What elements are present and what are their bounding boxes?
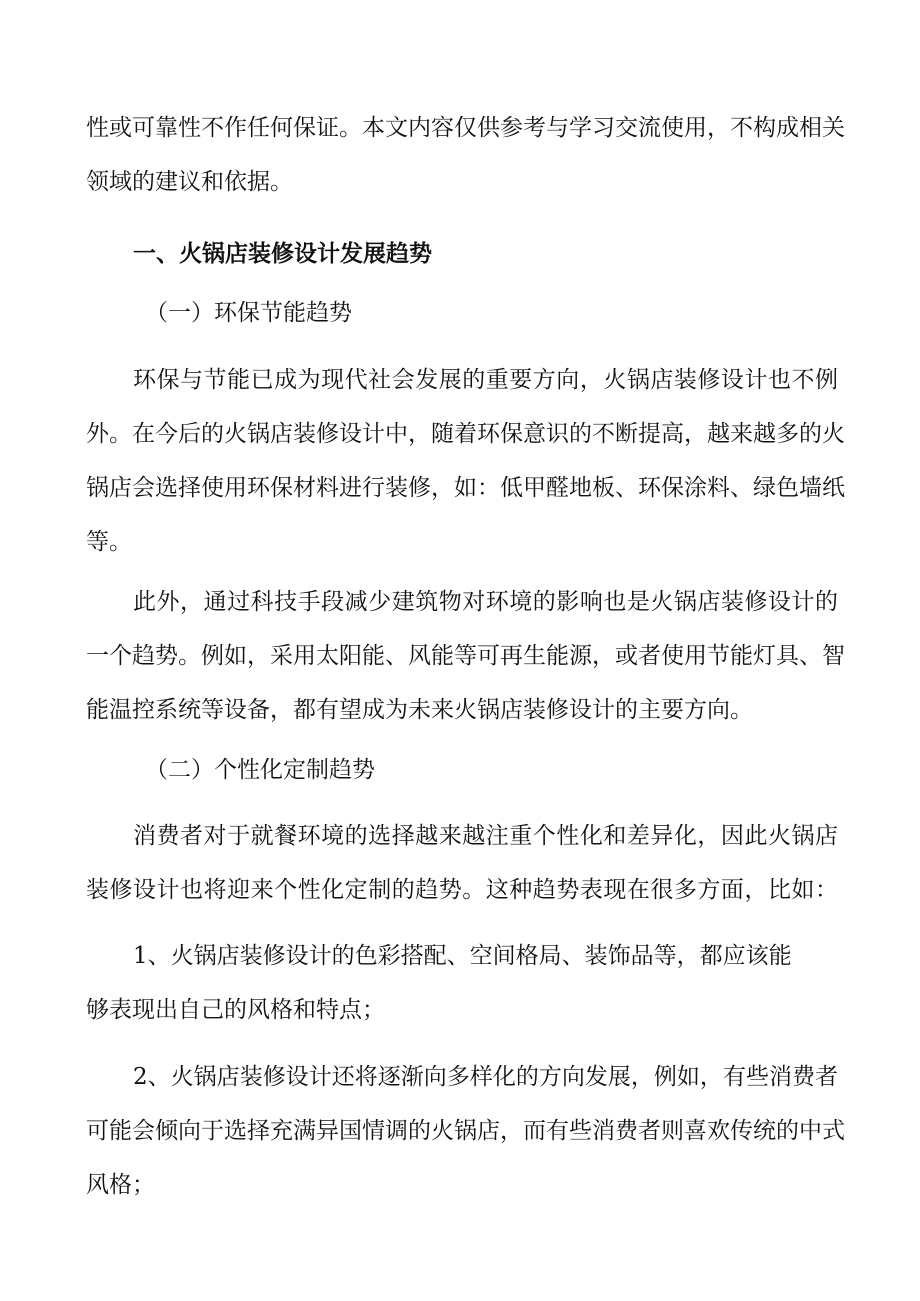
intro-line-2: 领域的建议和依据。 — [86, 169, 293, 195]
paragraph-3-line-2: 装修设计也将迎来个性化定制的趋势。这种趋势表现在很多方面，比如： — [86, 877, 838, 903]
paragraph-3-line-1: 消费者对于就餐环境的选择越来越注重个性化和差异化，因此火锅店 — [133, 823, 838, 849]
paragraph-1-line-4: 等。 — [86, 529, 132, 555]
paragraph-2-line-1: 此外，通过科技手段减少建筑物对环境的影响也是火锅店装修设计的 — [133, 589, 838, 615]
list-item-1-line-1: 1、火锅店装修设计的色彩搭配、空间格局、装饰品等，都应该能 — [133, 943, 792, 969]
subsection-heading-2: （二）个性化定制趋势 — [145, 757, 375, 783]
section-heading: 一、火锅店装修设计发展趋势 — [133, 240, 432, 267]
intro-line-1: 性或可靠性不作任何保证。本文内容仅供参考与学习交流使用，不构成相关 — [86, 115, 845, 141]
subsection-heading-1: （一）环保节能趋势 — [145, 300, 352, 326]
paragraph-2-line-3: 能温控系统等设备，都有望成为未来火锅店装修设计的主要方向。 — [86, 697, 753, 723]
paragraph-1-line-3: 锅店会选择使用环保材料进行装修，如：低甲醛地板、环保涂料、绿色墙纸 — [86, 475, 845, 501]
paragraph-1-line-2: 外。在今后的火锅店装修设计中，随着环保意识的不断提高，越来越多的火 — [86, 421, 845, 447]
list-item-2-line-1: 2、火锅店装修设计还将逐渐向多样化的方向发展，例如，有些消费者 — [133, 1064, 838, 1090]
paragraph-1-line-1: 环保与节能已成为现代社会发展的重要方向，火锅店装修设计也不例 — [133, 367, 838, 393]
list-item-2-line-3: 风格； — [86, 1172, 155, 1198]
list-item-1-line-2: 够表现出自己的风格和特点； — [86, 997, 385, 1023]
list-item-2-line-2: 可能会倾向于选择充满异国情调的火锅店，而有些消费者则喜欢传统的中式 — [86, 1118, 845, 1144]
paragraph-2-line-2: 一个趋势。例如，采用太阳能、风能等可再生能源，或者使用节能灯具、智 — [86, 643, 845, 669]
